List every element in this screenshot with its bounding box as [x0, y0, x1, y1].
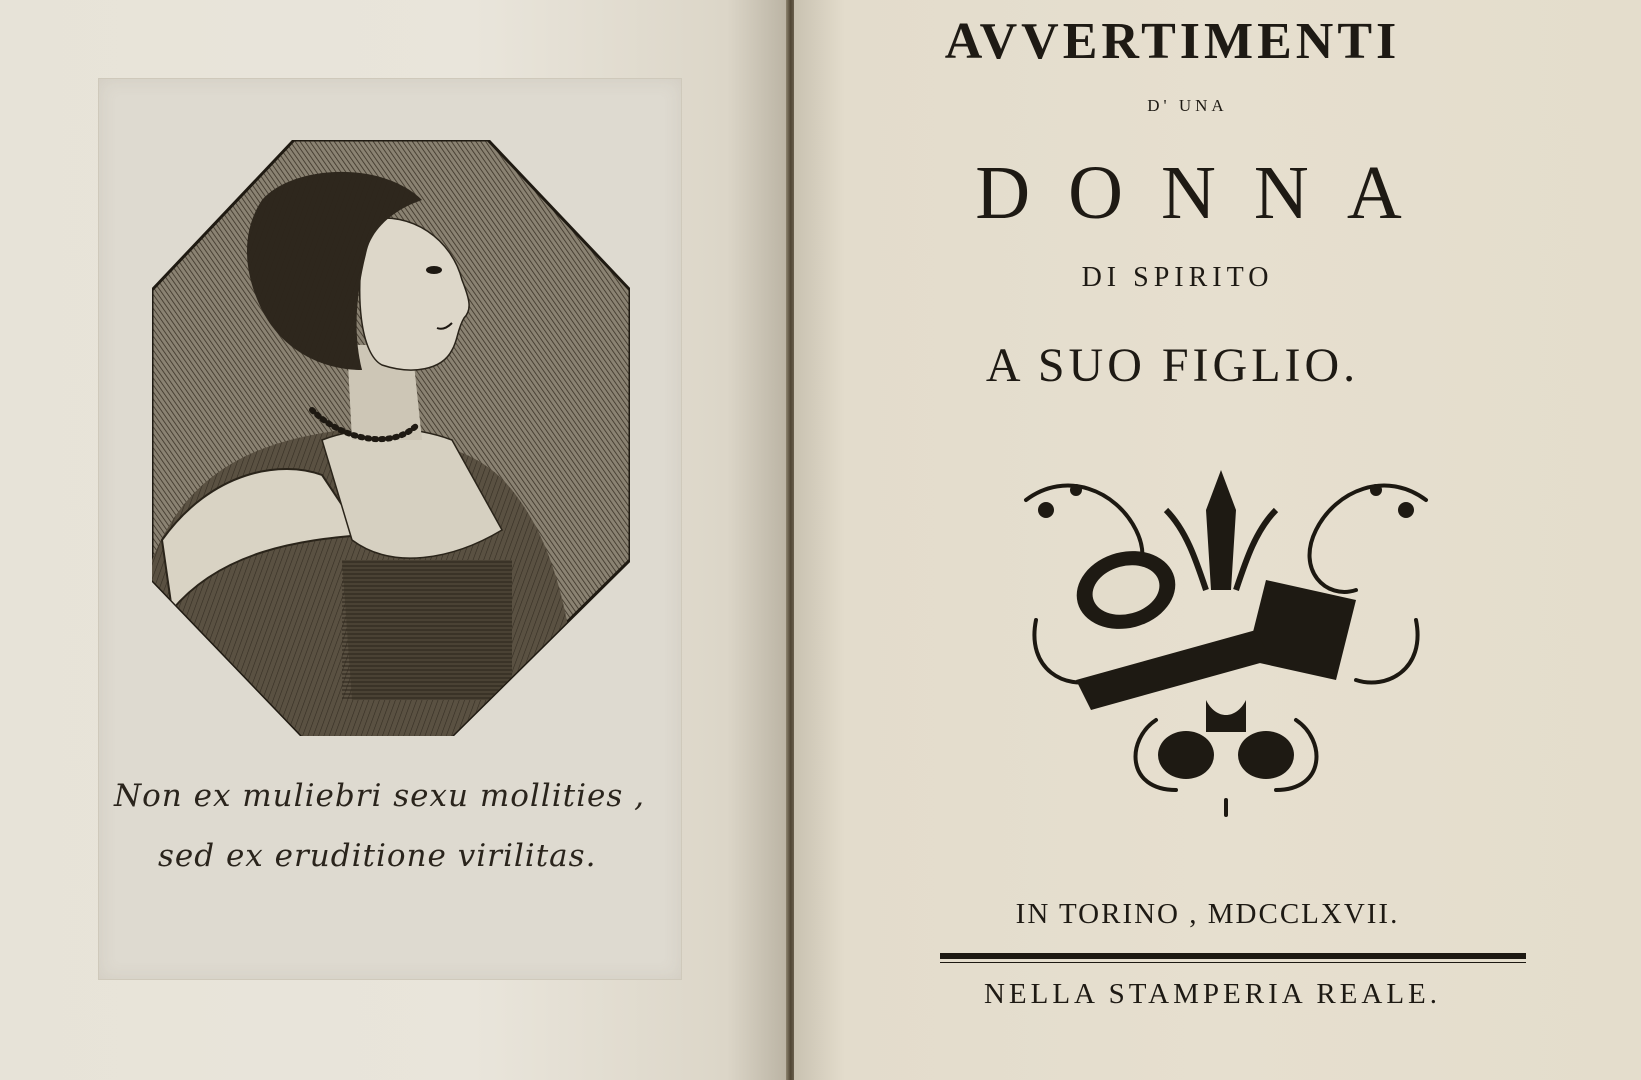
- left-page: [0, 0, 790, 1080]
- printers-ornament: [1006, 470, 1446, 820]
- right-page: [794, 0, 1641, 1080]
- portrait-engraving: [152, 140, 630, 736]
- motto-line-1: Non ex muliebri sexu mollities ,: [114, 778, 645, 814]
- title-line-duna: D' UNA: [1147, 96, 1228, 115]
- printer-line: NELLA STAMPERIA REALE.: [983, 978, 1442, 1010]
- title-line-donna: DONNA: [975, 151, 1440, 235]
- imprint-place-date: IN TORINO , MDCCLXVII.: [1015, 898, 1400, 930]
- title-line-di-spirito: DI SPIRITO: [1081, 262, 1274, 293]
- motto-line-2: sed ex eruditione virilitas.: [158, 838, 597, 874]
- title-line-a-suo-figlio: A SUO FIGLIO.: [985, 339, 1360, 392]
- rule-thin: [940, 962, 1526, 963]
- title-avvertimenti: AVVERTIMENTI: [944, 13, 1401, 70]
- rule-thick: [940, 953, 1526, 959]
